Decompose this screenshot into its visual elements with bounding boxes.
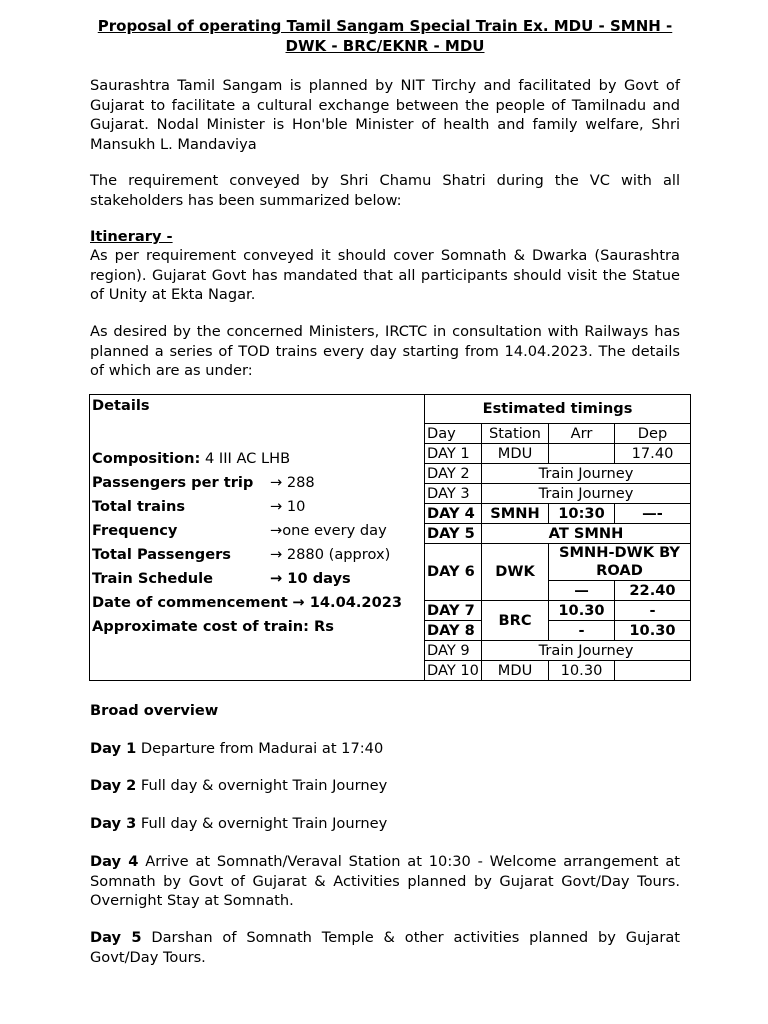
arr-cell: 10:30: [549, 504, 615, 524]
day-cell: DAY 8: [425, 621, 482, 641]
day-cell: DAY 7: [425, 601, 482, 621]
overview-heading: Broad overview: [90, 702, 219, 719]
road-transfer-cell: SMNH-DWK BY ROAD: [549, 544, 691, 581]
col-arr-header: Arr: [549, 424, 615, 444]
day-cell: DAY 3: [425, 484, 482, 504]
itinerary-paragraph: As per requirement conveyed it should cover Somnath & Dwarka (Saurashtra region). Gujarat Govt has mandated that all participants should visit the Statue of Unity at Ekta Nagar.: [90, 247, 680, 303]
station-cell: BRC: [482, 601, 549, 641]
intro-paragraph: Saurashtra Tamil Sangam is planned by NIT Tirchy and facilitated by Govt of Gujarat to facilitate a cultural exchange between the people of Tamilnadu and Gujarat. Nodal Minister is Hon'ble Minister of health and family welfare, Shri Mansukh L. Mandaviya: [90, 77, 680, 153]
dep-cell: —-: [615, 504, 691, 524]
col-dep-header: Dep: [615, 424, 691, 444]
overview-item: Day 3 Full day & overnight Train Journey: [90, 815, 388, 832]
day-cell: DAY 4: [425, 504, 482, 524]
tod-paragraph: As desired by the concerned Ministers, IRCTC in consultation with Railways has planned a series of TOD trains every day starting from 14.04.2023. The details of which are as under:: [90, 323, 680, 379]
overview-item: Day 2 Full day & overnight Train Journey: [90, 777, 388, 794]
journey-cell: Train Journey: [482, 484, 691, 504]
station-cell: SMNH: [482, 504, 549, 524]
requirement-paragraph: The requirement conveyed by Shri Chamu Shatri during the VC with all stakeholders has been summarized below:: [90, 172, 680, 209]
detail-frequency: Frequency →one every day: [92, 522, 387, 539]
overview-item: Day 5 Darshan of Somnath Temple & other activities planned by Gujarat Govt/Day Tours.: [90, 929, 680, 966]
arr-cell: 10.30: [549, 661, 615, 681]
detail-approximate-cost: Approximate cost of train: Rs: [92, 618, 334, 635]
dep-cell: 10.30: [615, 621, 691, 641]
arr-cell: —: [549, 581, 615, 601]
details-list: [92, 447, 422, 639]
day-cell: DAY 10: [425, 661, 482, 681]
details-cell: [90, 395, 425, 681]
dep-cell: -: [615, 601, 691, 621]
col-day-header: Day: [425, 424, 482, 444]
station-cell: MDU: [482, 661, 549, 681]
dep-cell: 17.40: [615, 444, 691, 464]
arr-cell: 10.30: [549, 601, 615, 621]
station-cell: MDU: [482, 444, 549, 464]
detail-train-schedule: Train Schedule → 10 days: [92, 570, 351, 587]
day-cell: DAY 5: [425, 524, 482, 544]
day-cell: DAY 9: [425, 641, 482, 661]
at-smnh-cell: AT SMNH: [482, 524, 691, 544]
table-header-row: [90, 395, 691, 424]
detail-total-passengers: Total Passengers → 2880 (approx): [92, 546, 391, 563]
detail-passengers-per-trip: Passengers per trip → 288: [92, 474, 315, 491]
day-cell: DAY 1: [425, 444, 482, 464]
detail-date-of-commencement: Date of commencement → 14.04.2023: [92, 594, 403, 611]
day-cell: DAY 6: [425, 544, 482, 601]
dep-cell: 22.40: [615, 581, 691, 601]
overview-item: Day 4 Arrive at Somnath/Veraval Station at 10:30 - Welcome arrangement at Somnath by Govt of Gujarat & Activities planned by Gujarat Govt/Day Tours. Overnight Stay at Somnath.: [90, 853, 680, 909]
arr-cell: [549, 444, 615, 464]
day-cell: DAY 2: [425, 464, 482, 484]
document-title: Proposal of operating Tamil Sangam Special Train Ex. MDU - SMNH - DWK - BRC/EKNR - MDU: [97, 17, 673, 55]
details-heading: Details: [92, 397, 150, 414]
journey-cell: Train Journey: [482, 641, 691, 661]
itinerary-heading: Itinerary -: [90, 228, 173, 245]
col-station-header: Station: [482, 424, 549, 444]
arr-cell: -: [549, 621, 615, 641]
dep-cell: [615, 661, 691, 681]
detail-total-trains: Total trains → 10: [92, 498, 306, 515]
station-cell: DWK: [482, 544, 549, 601]
overview-item: Day 1 Departure from Madurai at 17:40: [90, 740, 384, 757]
detail-composition: Composition: 4 III AC LHB: [92, 450, 291, 467]
schedule-table: [89, 394, 691, 681]
journey-cell: Train Journey: [482, 464, 691, 484]
estimated-timings-heading: Estimated timings: [425, 395, 691, 424]
